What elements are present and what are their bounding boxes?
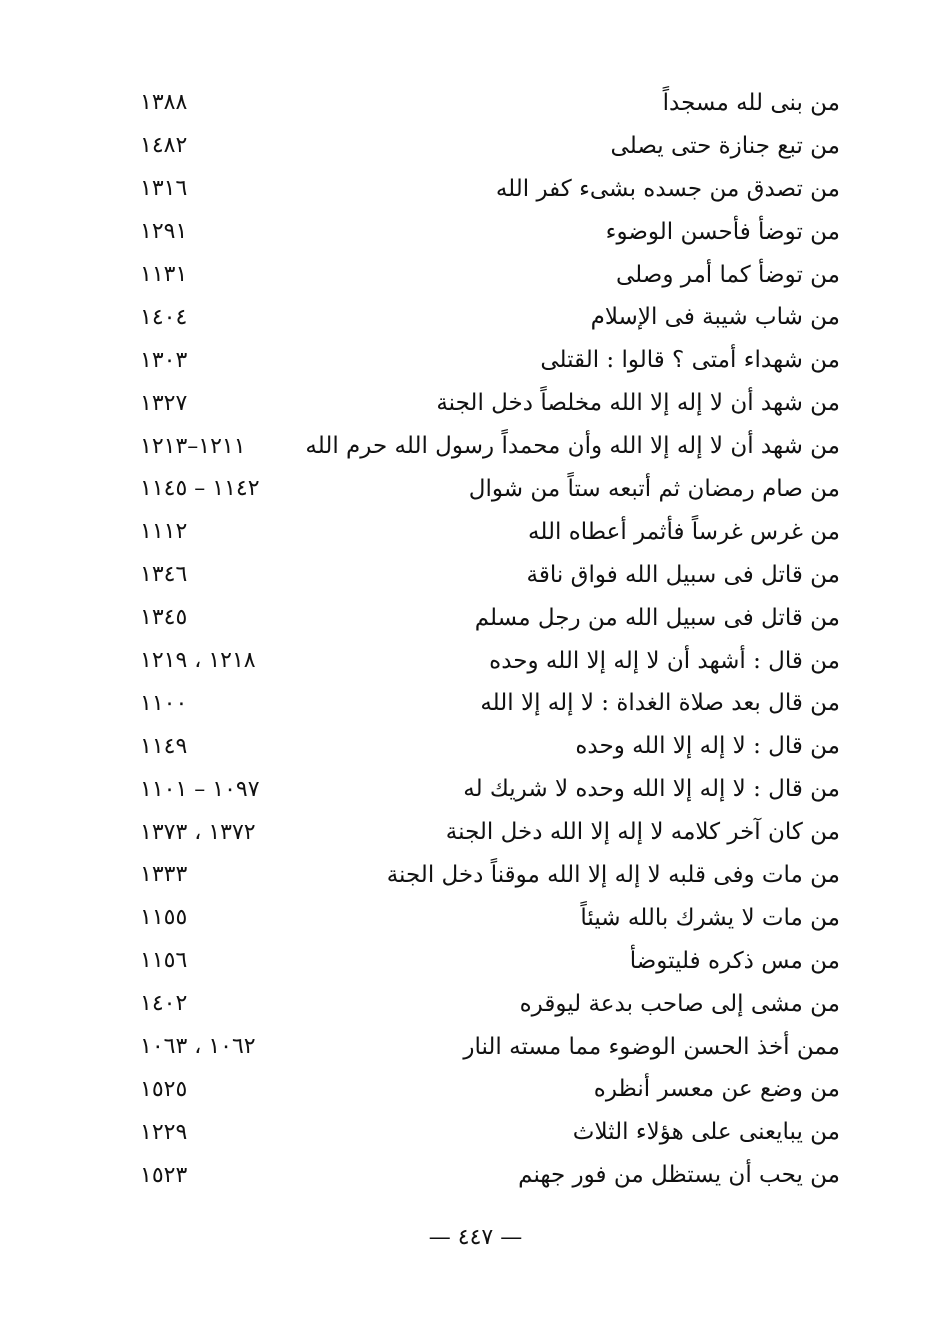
entry-text: من غرس غرساً فأثمر أعطاه الله [528,518,840,545]
entry-reference: ١٢١٨ ، ١٢١٩ [140,648,256,674]
entry-text: من مشى إلى صاحب بدعة ليوقره [519,990,840,1017]
entry-reference: ١٢١١–١٢١٣ [140,433,246,459]
entry-text: من كان آخر كلامه لا إله إلا الله دخل الجنة [445,819,840,846]
index-entry [140,854,840,897]
entry-reference: ١٢٢٩ [140,1119,188,1145]
index-entry [140,1111,840,1154]
entry-text: من تبع جنازة حتى يصلى [610,132,840,159]
entry-text: من شهد أن لا إله إلا الله مخلصاً دخل الجنة [436,390,840,417]
entry-text: من مس ذكره فليتوضأ [629,947,840,974]
entry-text: من شهداء أمتى ؟ قالوا : القتلى [540,347,840,374]
index-entry [140,640,840,683]
index-entry [140,511,840,554]
index-entry [140,811,840,854]
entry-reference: ١٢٩١ [140,219,188,245]
entry-text: من توضأ كما أمر وصلى [616,261,840,288]
index-entry [140,1068,840,1111]
entry-reference: ١٤٨٢ [140,133,188,159]
index-entry [140,897,840,940]
index-entry [140,82,840,125]
entry-text: من توضأ فأحسن الوضوء [605,218,840,245]
entry-reference: ١١١٢ [140,519,188,545]
entry-text: من قاتل فى سبيل الله فواق ناقة [526,561,840,588]
index-entry [140,768,840,811]
index-entry [140,468,840,511]
entry-reference: ١٠٩٧ – ١١٠١ [140,776,260,802]
index-entry [140,425,840,468]
entry-reference: ١٣٢٧ [140,390,188,416]
entry-reference: ١٣٤٦ [140,562,188,588]
entry-reference: ١١٤٩ [140,733,188,759]
entry-reference: ١٠٦٢ ، ١٠٦٣ [140,1034,256,1060]
entry-text: من مات وفى قلبه لا إله إلا الله موقناً دخل الجنة [386,861,840,888]
index-entry [140,382,840,425]
entry-reference: ١٣٠٣ [140,347,188,373]
entry-reference: ١١٤٢ – ١١٤٥ [140,476,260,502]
entry-text: من مات لا يشرك بالله شيئاً [580,904,840,931]
index-entry [140,1026,840,1069]
index-entry [140,597,840,640]
entry-text: من قال : لا إله إلا الله وحده لا شريك له [463,776,840,803]
index-entry [140,168,840,211]
index-entry [140,940,840,983]
entry-reference: ١١٥٦ [140,948,188,974]
entry-text: من بنى لله مسجداً [662,89,840,116]
index-entry [140,554,840,597]
entry-reference: ١٥٢٣ [140,1162,188,1188]
index-entry [140,339,840,382]
entry-text: من قال بعد صلاة الغداة : لا إله إلا الله [480,690,840,717]
entry-reference: ١٣٨٨ [140,90,188,116]
entry-reference: ١٣٧٢ ، ١٣٧٣ [140,819,256,845]
entry-reference: ١٣٣٣ [140,862,188,888]
entry-reference: ١٥٢٥ [140,1076,188,1102]
index-entry [140,211,840,254]
index-entry [140,725,840,768]
entry-reference: ١١٠٠ [140,690,188,716]
index-entry [140,296,840,339]
entry-text: من صام رمضان ثم أتبعه ستاً من شوال [468,475,840,502]
index-entry [140,682,840,725]
entry-text: من يبايعنى على هؤلاء الثلاث [572,1119,840,1146]
entry-reference: ١٤٠٢ [140,991,188,1017]
entry-text: من تصدق من جسده بشىء كفر الله [495,175,840,202]
entry-text: من قال : أشهد أن لا إله إلا الله وحده [489,647,840,674]
index-entry [140,254,840,297]
index-entry [140,125,840,168]
entry-text: من يحب أن يستظل من فور جهنم [518,1162,840,1189]
entry-reference: ١٤٠٤ [140,304,188,330]
entry-text: ممن أخذ الحسن الوضوء مما مسته النار [463,1033,840,1060]
entry-reference: ١٣١٦ [140,176,188,202]
entry-reference: ١١٣١ [140,262,188,287]
entry-text: من وضع عن معسر أنظره [593,1076,840,1103]
hadith-index-list [140,82,840,1197]
page-number: — ٤٤٧ — [428,1225,523,1250]
entry-text: من قاتل فى سبيل الله من رجل مسلم [474,604,840,631]
index-entry [140,983,840,1026]
entry-text: من شهد أن لا إله إلا الله وأن محمداً رسول الله حرم الله [305,433,840,460]
entry-text: من قال : لا إله إلا الله وحده [575,733,840,760]
entry-text: من شاب شيبة فى الإسلام [590,304,840,331]
entry-reference: ١٣٤٥ [140,605,188,631]
index-entry [140,1154,840,1197]
entry-reference: ١١٥٥ [140,905,188,931]
